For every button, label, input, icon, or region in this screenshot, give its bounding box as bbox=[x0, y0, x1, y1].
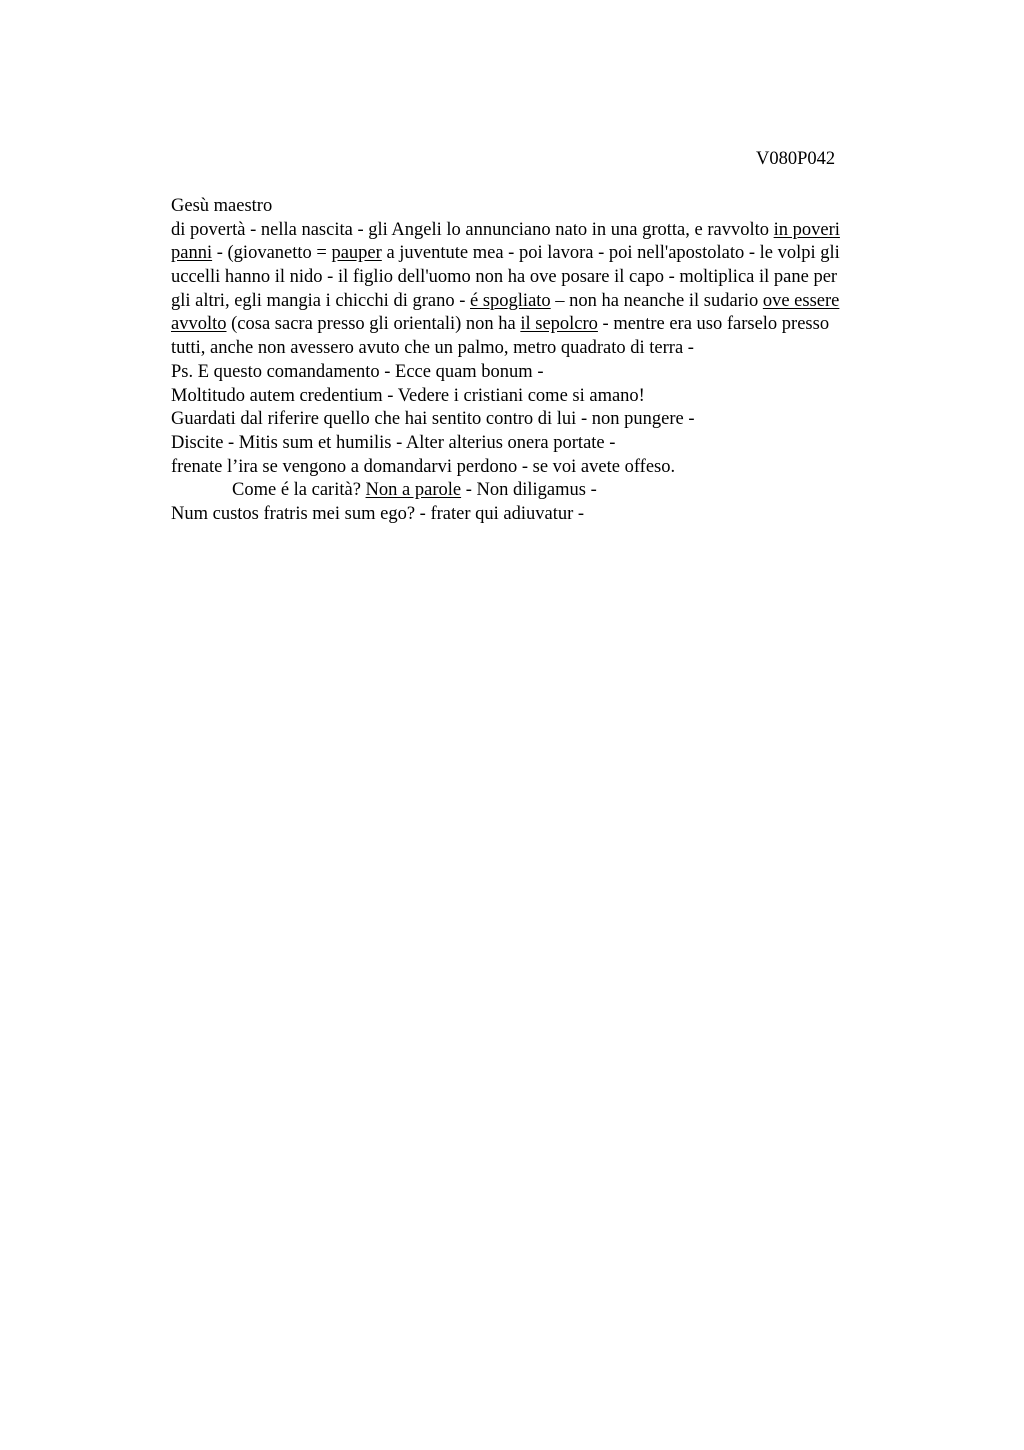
underlined-phrase: pauper bbox=[331, 243, 382, 264]
text-segment: Come é la carità? bbox=[232, 480, 366, 501]
document-id: V080P042 bbox=[756, 149, 836, 169]
underlined-phrase: Non a parole bbox=[365, 480, 462, 501]
text-segment: uccelli hanno il nido - il figlio dell'uomo non ha ove posare il capo - moltiplica il pane per bbox=[171, 267, 838, 288]
text-segment: a juventute mea - poi lavora - poi nell'apostolato - le volpi gli bbox=[381, 243, 840, 264]
text-segment: Guardati dal riferire quello che hai sentito contro di lui - non pungere - bbox=[171, 409, 695, 430]
text-segment: – non ha neanche il sudario bbox=[550, 290, 763, 311]
text-line bbox=[171, 385, 941, 409]
text-line bbox=[171, 503, 941, 527]
text-segment: - mentre era uso farselo presso bbox=[597, 314, 830, 335]
text-segment: - (giovanetto = bbox=[212, 243, 332, 264]
text-line bbox=[171, 361, 941, 385]
text-line bbox=[171, 195, 941, 219]
text-segment: Gesù maestro bbox=[171, 196, 273, 216]
underlined-phrase: il sepolcro bbox=[520, 314, 598, 335]
underlined-phrase: panni bbox=[171, 243, 213, 264]
text-line bbox=[171, 432, 941, 456]
text-segment: frenate l’ira se vengono a domandarvi perdono - se voi avete offeso. bbox=[171, 456, 676, 477]
text-segment: Moltitudo autem credentium - Vedere i cristiani come si amano! bbox=[171, 385, 645, 406]
underlined-phrase: ove essere bbox=[762, 290, 840, 311]
document-body bbox=[171, 195, 941, 527]
underlined-phrase: in poveri bbox=[773, 219, 840, 240]
text-segment: gli altri, egli mangia i chicchi di grano - bbox=[171, 290, 470, 311]
text-line bbox=[171, 242, 941, 266]
text-segment: Discite - Mitis sum et humilis - Alter alterius onera portate - bbox=[171, 432, 616, 453]
text-line bbox=[171, 337, 941, 361]
text-line bbox=[171, 479, 941, 503]
text-line bbox=[171, 290, 941, 314]
underlined-phrase: avvolto bbox=[171, 314, 227, 335]
text-line bbox=[171, 313, 941, 337]
text-segment: di povertà - nella nascita - gli Angeli lo annunciano nato in una grotta, e ravvolto bbox=[171, 219, 774, 240]
text-line bbox=[171, 456, 941, 480]
text-segment: (cosa sacra presso gli orientali) non ha bbox=[226, 314, 521, 335]
underlined-phrase: é spogliato bbox=[470, 290, 551, 311]
text-segment: Ps. E questo comandamento - Ecce quam bonum - bbox=[171, 361, 544, 382]
text-segment: tutti, anche non avessero avuto che un palmo, metro quadrato di terra - bbox=[171, 338, 694, 359]
text-line bbox=[171, 219, 941, 243]
text-segment: Num custos fratris mei sum ego? - frater qui adiuvatur - bbox=[171, 503, 585, 524]
text-line bbox=[171, 408, 941, 432]
text-line bbox=[171, 266, 941, 290]
text-segment: - Non diligamus - bbox=[461, 480, 597, 501]
